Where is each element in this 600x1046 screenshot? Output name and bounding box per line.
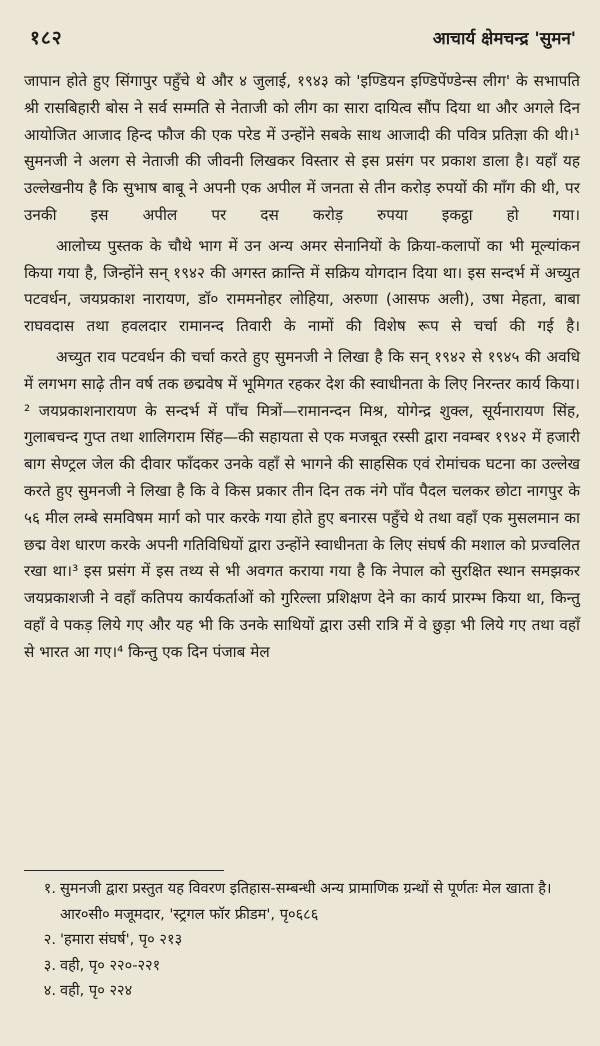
- footnote-divider: [24, 870, 224, 871]
- footnote-text: वही, पृ० २२४: [60, 982, 133, 999]
- footnote-number: १.: [43, 880, 56, 897]
- footnote: [24, 953, 584, 979]
- paragraph: [24, 344, 580, 666]
- paragraph-text: अच्युत राव पटवर्धन की चर्चा करते हुए सुमनजी ने लिखा है कि सन् १९४२ से १९४५ की अवधि में लगभग साढ़े तीन वर्ष तक छद्मवेष में भूमिगत रहकर देश की स्वाधीनता के लिए निरन्तर कार्य किया।² जयप्रकाशनारायण के सन्दर्भ में पाँच मित्रों—रामानन्दन मिश्र, योगेन्द्र शुक्ल, सूर्यनारायण सिंह, गुलाबचन्द गुप्त तथा शालिगराम सिंह—की सहायता से एक मजबूत रस्सी द्वारा नवम्बर १९४२ में हजारी बाग सेण्ट्रल जेल की दीवार फाँदकर उनके वहाँ से भागने की साहसिक एवं रोमांचक घटना का उल्लेख करते हुए सुमनजी ने लिखा है कि वे किस प्रकार तीन दिन तक नंगे पाँव पैदल चलकर छोटा नागपुर के ५६ मील लम्बे समविषम मार्ग को पार करके गया होते हुए बनारस पहुँचे थे तथा वहाँ एक मुसलमान का छद्म वेश धारण करके अपनी गतिविधियों द्वारा उन्होंने स्वाधीनता के लिए संघर्ष की मशाल को प्रज्वलित रखा था।³ इस प्रसंग में इस तथ्य से भी अवगत कराया गया है कि नेपाल को सुरक्षित स्थान समझकर जयप्रकाशजी ने वहाँ कतिपय कार्यकर्ताओं को गुरिल्ला प्रशिक्षण देने का कार्य प्रारम्भ किया था, किन्तु वहाँ वे पकड़ लिये गए और यह भी कि उनके साथियों द्वारा उसी रात्रि में वे छुड़ा भी लिये गए तथा वहाँ से भारत आ गए।⁴ किन्तु एक दिन पंजाब मेल: [24, 347, 580, 661]
- page-header: [30, 22, 576, 52]
- footnote-number: २.: [43, 931, 56, 948]
- page-number: १८२: [30, 27, 63, 49]
- footnote: [24, 876, 584, 927]
- footnote-number: ४.: [43, 982, 56, 999]
- footnote: [24, 978, 584, 1004]
- footnote-text: सुमनजी द्वारा प्रस्तुत यह विवरण इतिहास-सम्बन्धी अन्य प्रामाणिक ग्रन्थों से पूर्णतः मेल खाता है। आर०सी० मजूमदार, 'स्ट्रगल फॉर फ्रीडम', पृ०६८६: [60, 880, 552, 923]
- paragraph-text: जापान होते हुए सिंगापुर पहुँचे थे और ४ जुलाई, १९४३ को 'इण्डियन इण्डिपेंण्डेन्स लीग' के सभापति श्री रासबिहारी बोस ने सर्व सम्मति से नेताजी को लीग का सारा दायित्व सौंप दिया था और अगले दिन आयोजित आजाद हिन्द फौज की एक परेड में उन्होंने सबके साथ आजादी की पवित्र प्रतिज्ञा की थी।¹ सुमनजी ने अलग से नेताजी की जीवनी लिखकर विस्तार से इस प्रसंग पर प्रकाश डाला है। यहाँ यह उल्लेखनीय है कि सुभाष बाबू ने अपनी एक अपील में जनता से तीन करोड़ रुपयों की माँग की थी, पर उनकी इस अपील पर दस करोड़ रुपया इकट्ठा हो गया।: [24, 72, 580, 224]
- footnote-number: ३.: [43, 956, 56, 974]
- footnotes: [24, 876, 584, 1004]
- footnote-text: 'हमारा संघर्ष', पृ० २१३: [60, 931, 183, 948]
- paragraph: [24, 233, 580, 340]
- footnote-text: वही, पृ० २२०-२२१: [60, 956, 161, 974]
- body-text: [24, 68, 580, 670]
- paragraph-text: आलोच्य पुस्तक के चौथे भाग में उन अन्य अमर सेनानियों के क्रिया-कलापों का भी मूल्यांकन किया गया है, जिन्होंने सन् १९४२ की अगस्त क्रान्ति में सक्रिय योगदान दिया था। इस सन्दर्भ में अच्युत पटवर्धन, जयप्रकाश नारायण, डॉ० राममनोहर लोहिया, अरुणा (आसफ अली), उषा मेहता, बाबा राघवदास तथा हवलदार रामानन्द तिवारी के नामों की विशेष रूप से चर्चा की गई है।: [24, 236, 580, 336]
- paragraph: [24, 68, 580, 229]
- footnote: [24, 927, 584, 953]
- running-title: आचार्य क्षेमचन्द्र 'सुमन': [432, 28, 576, 49]
